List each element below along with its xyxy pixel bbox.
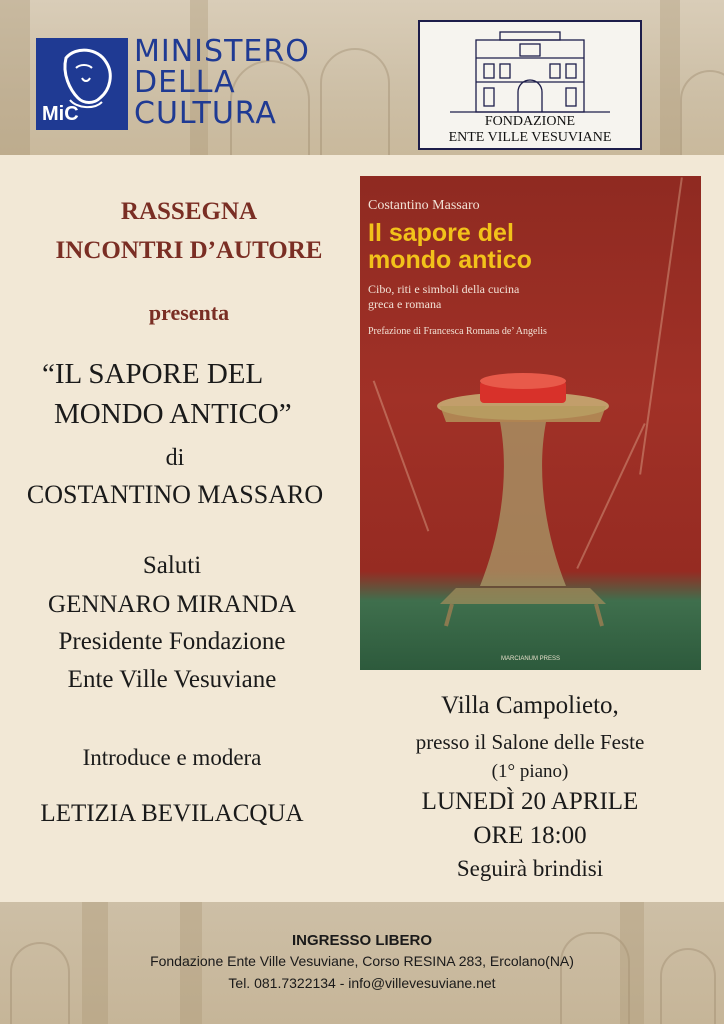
ministry-title: MINISTERO DELLA CULTURA xyxy=(134,34,310,131)
book-cover-author: Costantino Massaro xyxy=(368,198,480,213)
author-name: COSTANTINO MASSARO xyxy=(26,480,324,509)
event-time: ORE 18:00 xyxy=(473,822,587,849)
footer-address: Fondazione Ente Ville Vesuviane, Corso RESINA 283, Ercolano(NA) xyxy=(150,953,574,969)
introduce-label: Introduce e modera xyxy=(82,745,262,770)
book-cover-preface: Prefazione di Francesca Romana de’ Angelis xyxy=(368,326,547,337)
footer-contact[interactable]: Tel. 081.7322134 - info@villevesuviane.net xyxy=(228,975,496,991)
fondazione-logo xyxy=(418,20,642,150)
book-title-line-1: “IL SAPORE DEL xyxy=(42,358,264,390)
pedestal-table-icon xyxy=(360,176,701,670)
presenta-text: presenta xyxy=(148,300,230,325)
event-room: presso il Salone delle Feste xyxy=(415,730,645,754)
event-date: LUNEDÌ 20 APRILE xyxy=(421,788,639,815)
saluti-role-1: Presidente Fondazione xyxy=(58,628,286,655)
book-cover-title: Il sapore del mondo antico xyxy=(368,219,532,274)
moderator-name: LETIZIA BEVILACQUA xyxy=(40,800,304,827)
book-cover-subtitle: Cibo, riti e simboli della cucina greca e romana xyxy=(368,282,520,311)
rassegna-line-2: INCONTRI D’AUTORE xyxy=(55,237,323,264)
footer-entry: INGRESSO LIBERO xyxy=(291,932,433,949)
fondazione-line-1: FONDAZIONE xyxy=(484,114,576,129)
saluti-name: GENNARO MIRANDA xyxy=(48,591,296,618)
mic-badge-text: MiC xyxy=(42,103,79,125)
villa-facade-icon xyxy=(420,26,640,116)
fondazione-line-2: ENTE VILLE VESUVIANE xyxy=(448,130,612,145)
book-title-line-2: MONDO ANTICO” xyxy=(54,398,292,430)
saluti-label: Saluti xyxy=(142,552,202,579)
event-note: Seguirà brindisi xyxy=(456,856,604,881)
event-venue: Villa Campolieto, xyxy=(441,692,619,719)
rassegna-line-1: RASSEGNA xyxy=(120,198,258,225)
event-floor: (1° piano) xyxy=(491,761,569,782)
saluti-role-2: Ente Ville Vesuviane xyxy=(67,666,277,693)
di-text: di xyxy=(165,445,185,471)
ministry-logo xyxy=(36,38,128,130)
book-cover-publisher: MARCIANUM PRESS xyxy=(500,656,560,662)
book-cover xyxy=(360,176,701,670)
